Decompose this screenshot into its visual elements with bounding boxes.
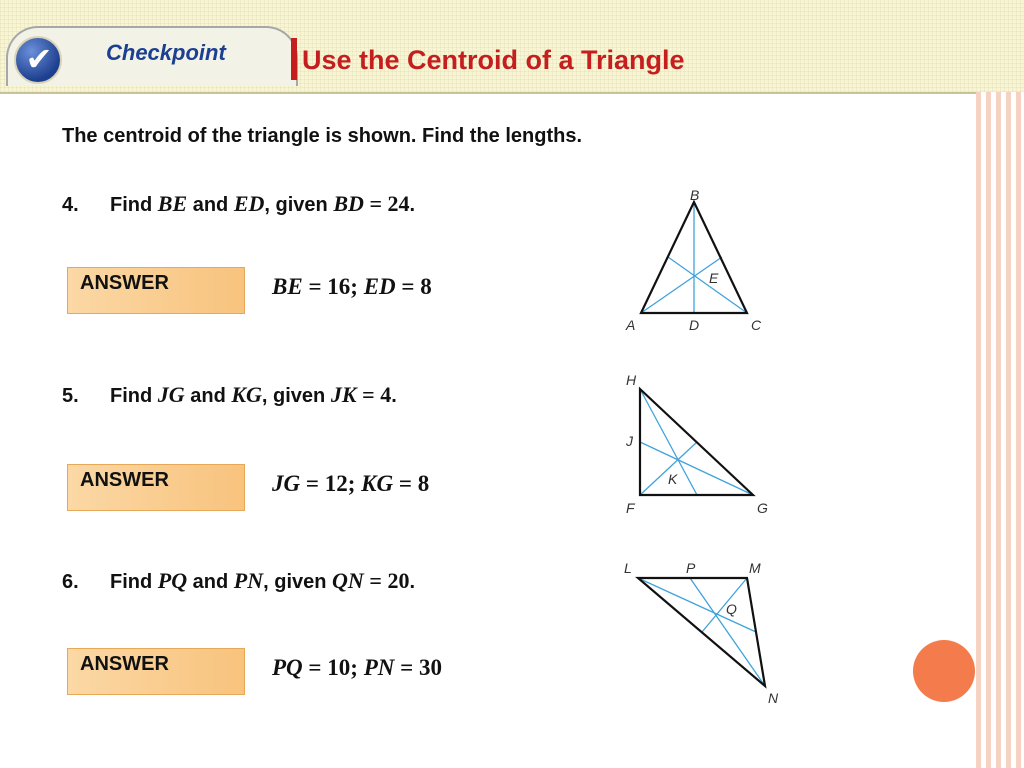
problem-5: 5. Find JG and KG, given JK = 4. [62, 379, 602, 411]
slide-title: Use the Centroid of a Triangle [302, 45, 685, 75]
given-segment: BD [333, 191, 364, 216]
midpoint-label: D [689, 317, 700, 333]
answer-value: 30 [418, 655, 442, 680]
find-word: Find [110, 194, 153, 216]
given-segment: JK [330, 382, 357, 407]
given-word: , given [264, 194, 328, 216]
vertex-label: C [751, 317, 762, 333]
answer-box [67, 648, 245, 695]
given-word: , given [261, 385, 326, 407]
median-l [638, 578, 756, 632]
vertex-label: G [757, 500, 768, 516]
answer-6: PQ = 10; PN = 30 [272, 655, 442, 680]
midpoint-label: P [686, 560, 696, 576]
given-word: , given [263, 571, 327, 593]
segment: JG [157, 382, 185, 407]
find-word: Find [110, 385, 153, 407]
answer-segment: JG [272, 471, 301, 496]
problem-4: 4. Find BE and ED, given BD = 24. [62, 188, 602, 220]
median-f [640, 442, 697, 495]
given-value: 4 [380, 382, 392, 407]
vertex-label: N [768, 690, 779, 706]
find-word: Find [110, 571, 153, 593]
instructions: The centroid of the triangle is shown. Find the lengths. [62, 125, 583, 147]
problem-6: 6. Find PQ and PN, given QN = 20. [62, 565, 602, 597]
answer-segment: PQ [272, 655, 303, 680]
segment: PN [233, 568, 264, 593]
problem-number: 5. [62, 385, 79, 407]
given-value: 24 [387, 191, 410, 216]
answer-segment: PN [363, 655, 395, 680]
segment: BE [157, 191, 188, 216]
answer-value: 16 [327, 274, 351, 299]
answer-value: 8 [420, 274, 432, 299]
title-divider [291, 38, 297, 80]
and-word: and [190, 385, 226, 407]
and-word: and [192, 194, 229, 216]
triangle-figure-hfg [610, 366, 790, 526]
vertex-label: F [626, 500, 635, 516]
median-c [668, 257, 747, 313]
answer-4: BE = 16; ED = 8 [272, 274, 432, 299]
checkpoint-label: Checkpoint [106, 40, 226, 65]
vertex-label: M [749, 560, 761, 576]
centroid-label: E [709, 270, 719, 286]
problem-number: 6. [62, 571, 79, 593]
problem-number: 4. [62, 194, 79, 216]
midpoint-label: J [626, 433, 633, 449]
given-segment: QN [332, 568, 364, 593]
given-value: 20 [387, 568, 410, 593]
vertex-label: L [624, 560, 632, 576]
answer-5: JG = 12; KG = 8 [272, 471, 430, 496]
triangle-figure-lmn [610, 552, 800, 712]
segment: ED [233, 191, 265, 216]
orange-circle-decoration [913, 640, 975, 702]
answer-value: 10 [327, 655, 351, 680]
segment: PQ [157, 568, 188, 593]
answer-box [67, 267, 245, 314]
centroid-label: Q [726, 601, 737, 617]
answer-segment: KG [361, 471, 394, 496]
answer-segment: BE [272, 274, 303, 299]
vertex-label: A [626, 317, 636, 333]
answer-box [67, 464, 245, 511]
answer-value: 12 [324, 471, 348, 496]
segment: KG [231, 382, 262, 407]
checkmark-icon: ✔ [25, 40, 53, 78]
and-word: and [192, 571, 229, 593]
answer-value: 8 [417, 471, 430, 496]
triangle-figure-abc [610, 180, 790, 340]
answer-label: ANSWER [80, 653, 169, 675]
answer-segment: ED [363, 274, 396, 299]
vertex-label: H [626, 372, 637, 388]
right-stripe-border [976, 92, 1024, 768]
answer-label: ANSWER [80, 469, 169, 491]
answer-label: ANSWER [80, 272, 169, 294]
vertex-label: B [690, 187, 700, 203]
median-jg [640, 442, 753, 495]
centroid-label: K [668, 471, 678, 487]
